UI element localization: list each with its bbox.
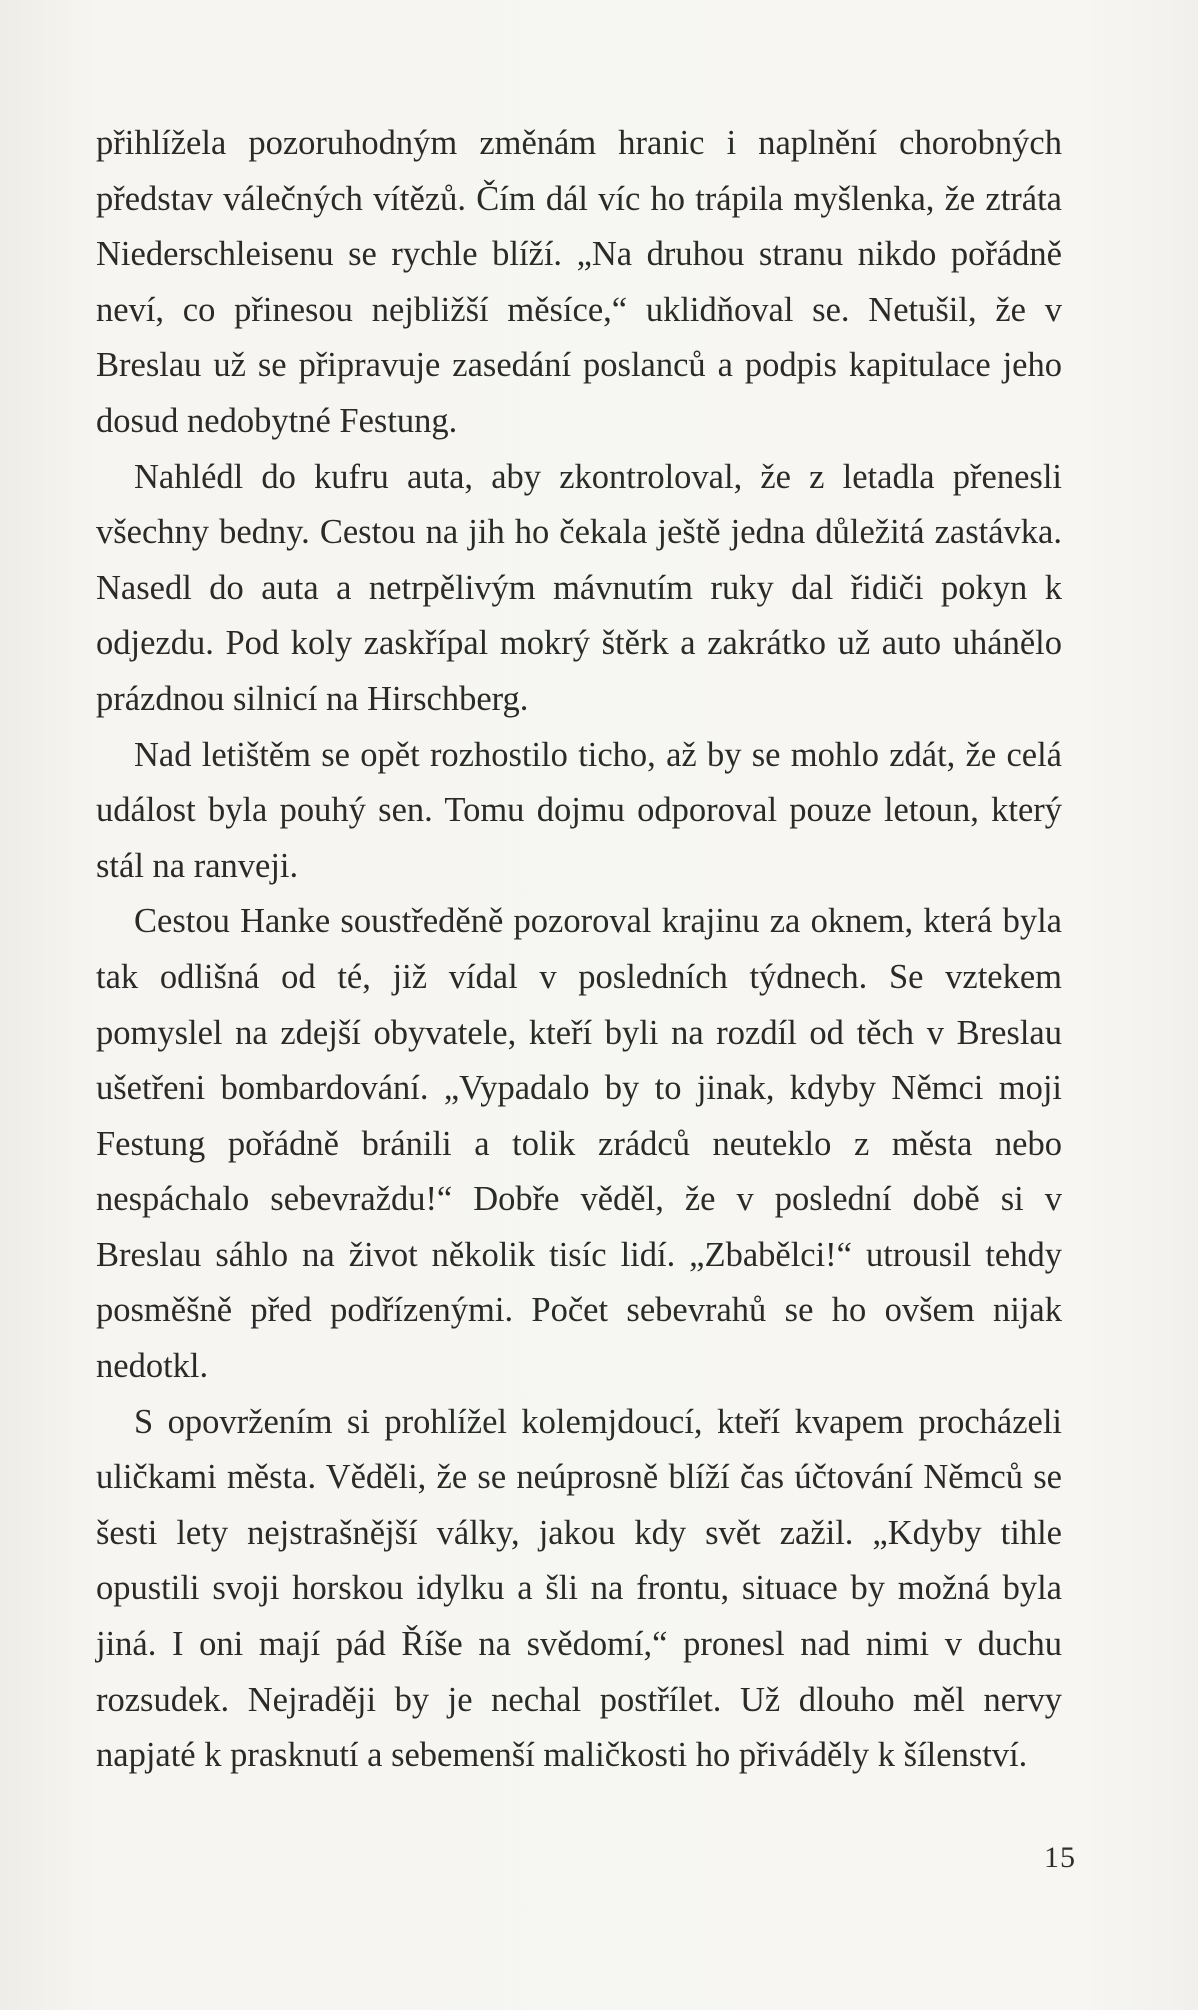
paragraph: Nahlédl do kufru auta, aby zkontroloval, že z letadla přenesli všechny bedny. Cestou na jih ho čekala ještě jedna důležitá zastávka. Nasedl do auta a netrpělivým mávnutím ruky dal řidiči pokyn k odjezdu. Pod koly zaskřípal mokrý štěrk a zakrátko už auto uhánělo prázdnou silnicí na Hirschberg. (96, 457, 1062, 718)
paragraph: Nad letištěm se opět rozhostilo ticho, až by se mohlo zdát, že celá událost byla pouhý sen. Tomu dojmu odporoval pouze letoun, který stál na ranveji. (96, 735, 1062, 885)
body-text (96, 116, 1062, 1784)
paragraph: Cestou Hanke soustředěně pozoroval krajinu za oknem, která byla tak odlišná od té, již vídal v posledních týdnech. Se vztekem pomyslel na zdejší obyvatele, kteří byli na rozdíl od těch v Breslau ušetřeni bombardování. „Vypadalo by to jinak, kdyby Němci moji Festung pořádně bránili a tolik zrádců neuteklo z města nebo nespáchalo sebevraždu!“ Dobře věděl, že v poslední době si v Breslau sáhlo na život několik tisíc lidí. „Zbabělci!“ utrousil tehdy posměšně před podřízenými. Počet sebevrahů se ho ovšem nijak nedotkl. (96, 902, 1062, 1386)
page-number: 15 (1044, 1841, 1076, 1874)
paragraph: S opovržením si prohlížel kolemjdoucí, kteří kvapem procházeli uličkami města. Věděli, že se neúprosně blíží čas účtování Němců se šesti lety nejstrašnější války, jakou kdy svět zažil. „Kdyby tihle opustili svoji horskou idylku a šli na frontu, situace by možná byla jiná. I oni mají pád Říše na svědomí,“ pronesl nad nimi v duchu rozsudek. Nejraději by je nechal postřílet. Už dlouho měl nervy napjaté k prasknutí a sebemenší maličkosti ho přiváděly k šílenství. (96, 1402, 1062, 1775)
paragraph: přihlížela pozoruhodným změnám hranic i naplnění chorobných představ válečných vítězů. Čím dál víc ho trápila myšlenka, že ztráta Niederschleisenu se rychle blíží. „Na druhou stranu nikdo pořádně neví, co přinesou nejbližší měsíce,“ uklidňoval se. Netušil, že v Breslau už se připravuje zasedání poslanců a podpis kapitulace jeho dosud nedobytné Festung. (96, 124, 1062, 440)
